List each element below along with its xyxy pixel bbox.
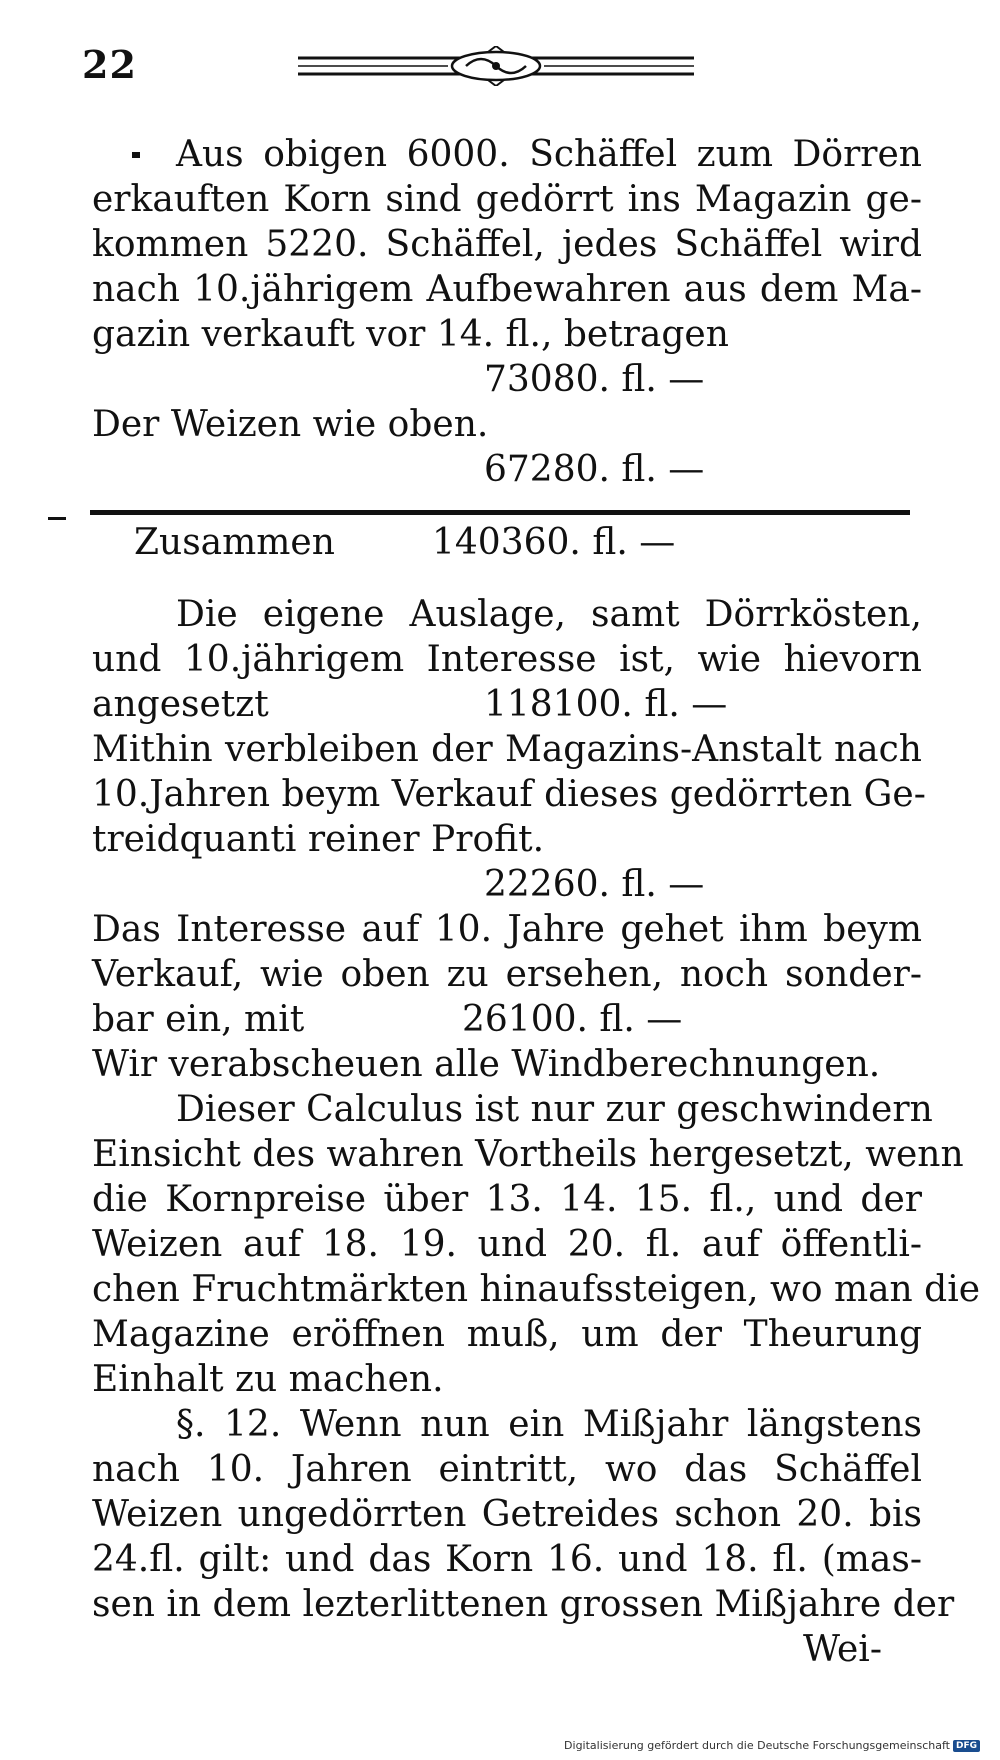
- credit-text: Digitalisierung gefördert durch die Deutsche Forschungsgemeinschaft: [564, 1739, 950, 1752]
- paragraph-1: [92, 132, 922, 492]
- catchword: Wei-: [802, 1629, 882, 1670]
- text-line: sen in dem lezterlittenen grossen Mißjahre der: [92, 1584, 955, 1625]
- text-line: Der Weizen wie oben.: [92, 404, 489, 445]
- paragraph-3: [92, 592, 981, 1672]
- text-line: und 10.jährigem Interesse ist, wie hievorn: [92, 639, 922, 680]
- text-line: treidquanti reiner Profit.: [92, 819, 545, 860]
- amount-label: angesetzt: [92, 684, 269, 725]
- total-row: [92, 520, 922, 565]
- text-line: Verkauf, wie oben zu ersehen, noch sonder-: [92, 954, 922, 995]
- catchword-line: [92, 1627, 922, 1672]
- amount-line: [92, 447, 922, 492]
- text-line: kommen 5220. Schäffel, jedes Schäffel wird: [92, 224, 922, 265]
- total-line: [92, 520, 922, 565]
- amount: 73080. fl. —: [484, 359, 705, 400]
- text-line: nach 10.jährigem Aufbewahren aus dem Ma-: [92, 269, 922, 310]
- text-line: Magazine eröffnen muß, um der Theurung: [92, 1314, 922, 1355]
- text-line: Dieser Calculus ist nur zur geschwindern: [176, 1089, 933, 1130]
- text-line: Einsicht des wahren Vortheils hergesetzt, wenn: [92, 1134, 964, 1175]
- text-line: Weizen ungedörrten Getreides schon 20. bis: [92, 1494, 922, 1535]
- dfg-logo: DFG: [953, 1740, 980, 1752]
- text-line: erkauften Korn sind gedörrt ins Magazin ge-: [92, 179, 922, 220]
- amount-line: [92, 997, 922, 1042]
- text-line: §. 12. Wenn nun ein Mißjahr längstens: [176, 1404, 922, 1445]
- total-amount: 140360. fl. —: [432, 522, 676, 563]
- text-line: gazin verkauft vor 14. fl., betragen: [92, 314, 729, 355]
- amount: 67280. fl. —: [484, 449, 705, 490]
- page-number: 22: [82, 42, 137, 87]
- text-line: Die eigene Auslage, samt Dörrkösten,: [176, 594, 922, 635]
- amount-line: [92, 862, 922, 907]
- text-line: Aus obigen 6000. Schäffel zum Dörren: [176, 134, 922, 175]
- text-line: 24.fl. gilt: und das Korn 16. und 18. fl. (mas-: [92, 1539, 922, 1580]
- amount-line: [92, 357, 922, 402]
- text-line: Wir verabscheuen alle Windberechnungen.: [92, 1044, 881, 1085]
- summation-rule: [90, 510, 910, 515]
- text-line: 10.Jahren beym Verkauf dieses gedörrten Ge-: [92, 774, 926, 815]
- amount: 26100. fl. —: [462, 999, 683, 1040]
- total-label: Zusammen: [134, 522, 335, 563]
- amount: 22260. fl. —: [484, 864, 705, 905]
- text-line: Einhalt zu machen.: [92, 1359, 444, 1400]
- amount: 118100. fl. —: [484, 684, 728, 725]
- text-line: chen Fruchtmärkten hinaufssteigen, wo man die: [92, 1269, 981, 1310]
- text-line: Das Interesse auf 10. Jahre gehet ihm beym: [92, 909, 922, 950]
- amount-line: [92, 682, 922, 727]
- header-ornament-icon: [298, 46, 694, 86]
- text-line: die Kornpreise über 13. 14. 15. fl., und der: [92, 1179, 922, 1220]
- digitization-credit: [564, 1739, 980, 1752]
- text-line: Weizen auf 18. 19. und 20. fl. auf öffentli-: [92, 1224, 922, 1265]
- text-line: Mithin verbleiben der Magazins-Anstalt nach: [92, 729, 922, 770]
- print-mark: [48, 517, 66, 520]
- amount-label: bar ein, mit: [92, 999, 305, 1040]
- text-line: nach 10. Jahren eintritt, wo das Schäffel: [92, 1449, 922, 1490]
